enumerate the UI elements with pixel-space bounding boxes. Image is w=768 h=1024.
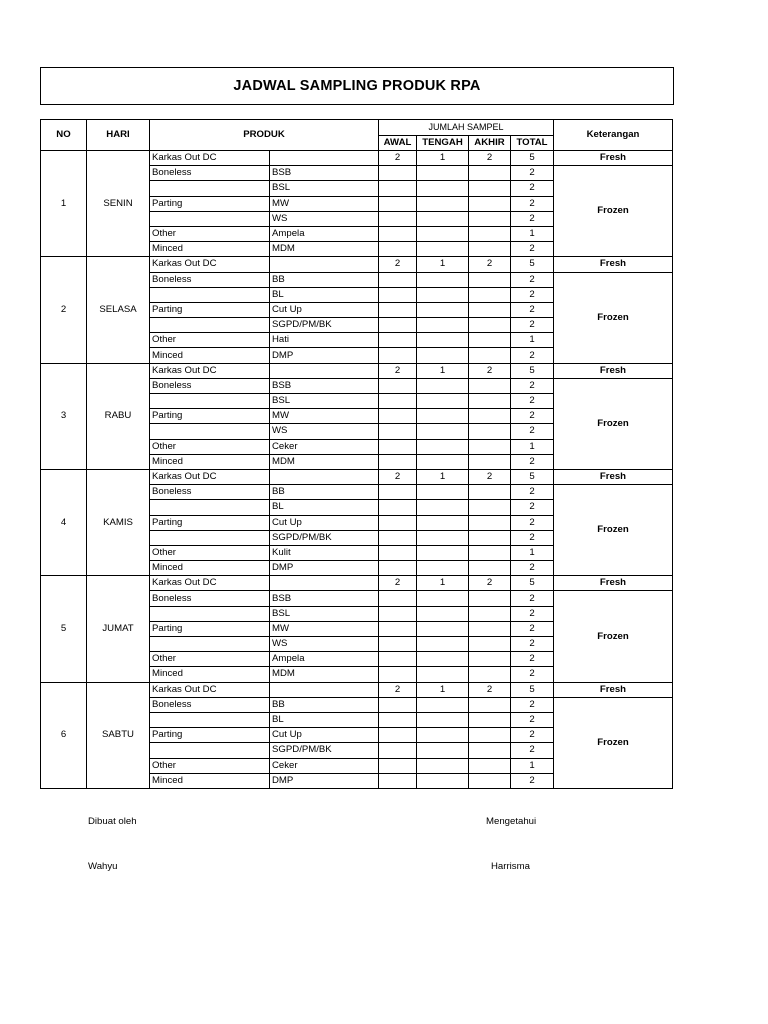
sample-total: 2 — [511, 272, 554, 287]
sample-akhir: 2 — [469, 469, 511, 484]
sample-tengah: 1 — [417, 576, 469, 591]
sample-tengah — [417, 621, 469, 636]
day-name: KAMIS — [87, 469, 150, 575]
sample-tengah — [417, 348, 469, 363]
product-category: Boneless — [150, 697, 270, 712]
product-item: SGPD/PM/BK — [270, 743, 379, 758]
sample-total: 2 — [511, 591, 554, 606]
sample-total: 2 — [511, 394, 554, 409]
sample-tengah — [417, 333, 469, 348]
sample-tengah — [417, 743, 469, 758]
product-category: Boneless — [150, 378, 270, 393]
sample-tengah — [417, 712, 469, 727]
sample-tengah — [417, 545, 469, 560]
product-item: BL — [270, 287, 379, 302]
product-category: Other — [150, 652, 270, 667]
sample-total: 2 — [511, 211, 554, 226]
product-item: SGPD/PM/BK — [270, 318, 379, 333]
sample-tengah: 1 — [417, 257, 469, 272]
header-tengah: TENGAH — [417, 135, 469, 151]
keterangan-fresh: Fresh — [554, 576, 673, 591]
sample-awal — [379, 652, 417, 667]
sample-awal — [379, 637, 417, 652]
product-category: Parting — [150, 409, 270, 424]
sample-tengah: 1 — [417, 151, 469, 166]
product-item: BB — [270, 485, 379, 500]
product-item: DMP — [270, 773, 379, 788]
product-category: Parting — [150, 621, 270, 636]
product-item: Cut Up — [270, 302, 379, 317]
product-item: BSB — [270, 378, 379, 393]
sample-total: 2 — [511, 287, 554, 302]
product-category: Minced — [150, 561, 270, 576]
sample-akhir — [469, 591, 511, 606]
sample-tengah — [417, 196, 469, 211]
sample-awal — [379, 242, 417, 257]
header-no: NO — [41, 120, 87, 151]
sample-total: 5 — [511, 576, 554, 591]
sample-total: 2 — [511, 515, 554, 530]
product-category — [150, 424, 270, 439]
sample-akhir — [469, 606, 511, 621]
sample-awal — [379, 181, 417, 196]
sample-awal: 2 — [379, 363, 417, 378]
sample-awal — [379, 561, 417, 576]
sample-akhir — [469, 485, 511, 500]
header-row-top — [41, 120, 673, 136]
document-title: JADWAL SAMPLING PRODUK RPA — [40, 67, 674, 105]
product-item: Ceker — [270, 439, 379, 454]
sample-tengah — [417, 606, 469, 621]
product-category: Karkas Out DC — [150, 363, 270, 378]
acknowledged-name: Harrisma — [491, 861, 530, 872]
sample-total: 1 — [511, 439, 554, 454]
product-item: BSL — [270, 394, 379, 409]
sample-tengah: 1 — [417, 682, 469, 697]
header-jumlah-sampel: JUMLAH SAMPEL — [379, 120, 554, 136]
product-item: MW — [270, 196, 379, 211]
sample-total: 2 — [511, 485, 554, 500]
sample-tengah — [417, 530, 469, 545]
sample-akhir — [469, 515, 511, 530]
sample-akhir — [469, 287, 511, 302]
day-number: 3 — [41, 363, 87, 469]
sampling-schedule-table — [40, 119, 673, 789]
sample-awal — [379, 743, 417, 758]
sample-akhir — [469, 166, 511, 181]
sample-total: 2 — [511, 196, 554, 211]
product-item: BSB — [270, 166, 379, 181]
sample-awal — [379, 515, 417, 530]
keterangan-frozen: Frozen — [554, 378, 673, 469]
sample-awal: 2 — [379, 469, 417, 484]
product-item: Cut Up — [270, 515, 379, 530]
day-number: 5 — [41, 576, 87, 682]
sample-total: 2 — [511, 637, 554, 652]
product-item: Ceker — [270, 758, 379, 773]
sample-awal — [379, 773, 417, 788]
made-by-name: Wahyu — [88, 861, 118, 872]
product-item — [270, 682, 379, 697]
sample-awal — [379, 333, 417, 348]
product-category: Karkas Out DC — [150, 682, 270, 697]
sample-tengah — [417, 561, 469, 576]
product-item: BB — [270, 697, 379, 712]
product-category: Minced — [150, 454, 270, 469]
sample-tengah — [417, 667, 469, 682]
sample-akhir — [469, 561, 511, 576]
sample-akhir — [469, 743, 511, 758]
product-item: DMP — [270, 561, 379, 576]
day-number: 2 — [41, 257, 87, 363]
product-item: Cut Up — [270, 728, 379, 743]
sample-total: 2 — [511, 166, 554, 181]
product-category: Parting — [150, 515, 270, 530]
sample-akhir — [469, 758, 511, 773]
product-category: Other — [150, 758, 270, 773]
table-row — [41, 576, 673, 591]
sample-total: 2 — [511, 378, 554, 393]
sample-total: 5 — [511, 363, 554, 378]
sample-akhir — [469, 530, 511, 545]
sample-akhir: 2 — [469, 363, 511, 378]
keterangan-frozen: Frozen — [554, 697, 673, 788]
sample-tengah — [417, 500, 469, 515]
sample-tengah — [417, 591, 469, 606]
product-item: BSL — [270, 181, 379, 196]
day-number: 6 — [41, 682, 87, 788]
sample-awal — [379, 226, 417, 241]
sample-awal — [379, 318, 417, 333]
sample-tengah — [417, 181, 469, 196]
product-category: Karkas Out DC — [150, 257, 270, 272]
sample-akhir — [469, 333, 511, 348]
product-item: WS — [270, 637, 379, 652]
day-name: SELASA — [87, 257, 150, 363]
sample-akhir: 2 — [469, 151, 511, 166]
sample-total: 2 — [511, 318, 554, 333]
sample-awal — [379, 302, 417, 317]
product-category: Other — [150, 226, 270, 241]
header-awal: AWAL — [379, 135, 417, 151]
product-category: Other — [150, 333, 270, 348]
sample-total: 2 — [511, 530, 554, 545]
product-category: Boneless — [150, 272, 270, 287]
product-category: Minced — [150, 348, 270, 363]
sample-akhir — [469, 409, 511, 424]
header-produk: PRODUK — [150, 120, 379, 151]
header-akhir: AKHIR — [469, 135, 511, 151]
sample-total: 2 — [511, 621, 554, 636]
product-category — [150, 637, 270, 652]
sample-total: 2 — [511, 712, 554, 727]
sample-tengah: 1 — [417, 363, 469, 378]
sample-tengah — [417, 242, 469, 257]
sample-awal — [379, 606, 417, 621]
sample-tengah — [417, 439, 469, 454]
sample-awal — [379, 394, 417, 409]
keterangan-frozen: Frozen — [554, 272, 673, 363]
sample-akhir — [469, 500, 511, 515]
product-item: MW — [270, 621, 379, 636]
product-item: BB — [270, 272, 379, 287]
sample-total: 1 — [511, 545, 554, 560]
sample-awal — [379, 409, 417, 424]
keterangan-fresh: Fresh — [554, 151, 673, 166]
keterangan-fresh: Fresh — [554, 363, 673, 378]
sample-awal — [379, 454, 417, 469]
product-item: Ampela — [270, 226, 379, 241]
sample-akhir — [469, 667, 511, 682]
sample-akhir — [469, 637, 511, 652]
sample-tengah — [417, 318, 469, 333]
sample-akhir — [469, 242, 511, 257]
product-item: SGPD/PM/BK — [270, 530, 379, 545]
product-item: BL — [270, 712, 379, 727]
sample-tengah: 1 — [417, 469, 469, 484]
sample-tengah — [417, 728, 469, 743]
product-item — [270, 469, 379, 484]
sample-awal — [379, 485, 417, 500]
sample-akhir: 2 — [469, 682, 511, 697]
table-row — [41, 363, 673, 378]
sample-akhir — [469, 697, 511, 712]
header-keterangan: Keterangan — [554, 120, 673, 151]
sample-awal — [379, 287, 417, 302]
day-name: RABU — [87, 363, 150, 469]
product-category: Parting — [150, 302, 270, 317]
day-name: SENIN — [87, 151, 150, 257]
product-category: Minced — [150, 667, 270, 682]
product-category — [150, 211, 270, 226]
sample-total: 2 — [511, 242, 554, 257]
sample-tengah — [417, 697, 469, 712]
sample-akhir: 2 — [469, 257, 511, 272]
product-category: Parting — [150, 728, 270, 743]
header-hari: HARI — [87, 120, 150, 151]
sample-tengah — [417, 485, 469, 500]
product-item: MDM — [270, 454, 379, 469]
sample-tengah — [417, 758, 469, 773]
product-item — [270, 151, 379, 166]
product-category: Other — [150, 545, 270, 560]
sample-total: 5 — [511, 257, 554, 272]
product-category: Karkas Out DC — [150, 151, 270, 166]
product-item: BL — [270, 500, 379, 515]
sample-awal — [379, 272, 417, 287]
product-item: Hati — [270, 333, 379, 348]
sample-total: 2 — [511, 424, 554, 439]
keterangan-fresh: Fresh — [554, 257, 673, 272]
sample-akhir — [469, 545, 511, 560]
sample-tengah — [417, 394, 469, 409]
product-item: BSL — [270, 606, 379, 621]
sample-akhir — [469, 773, 511, 788]
sample-awal: 2 — [379, 682, 417, 697]
product-item: DMP — [270, 348, 379, 363]
schedule-body — [41, 151, 673, 789]
sample-awal — [379, 424, 417, 439]
product-item — [270, 257, 379, 272]
sample-total: 2 — [511, 561, 554, 576]
sample-tengah — [417, 211, 469, 226]
table-row — [41, 469, 673, 484]
sample-total: 2 — [511, 773, 554, 788]
sample-total: 2 — [511, 500, 554, 515]
product-item: Ampela — [270, 652, 379, 667]
sample-akhir — [469, 712, 511, 727]
sample-akhir — [469, 211, 511, 226]
product-item: MW — [270, 409, 379, 424]
product-category — [150, 181, 270, 196]
sample-tengah — [417, 166, 469, 181]
sample-akhir — [469, 348, 511, 363]
sample-tengah — [417, 409, 469, 424]
header-total: TOTAL — [511, 135, 554, 151]
product-item — [270, 363, 379, 378]
product-item: Kulit — [270, 545, 379, 560]
sample-total: 2 — [511, 652, 554, 667]
product-category — [150, 530, 270, 545]
product-category: Minced — [150, 773, 270, 788]
sample-total: 2 — [511, 743, 554, 758]
day-name: JUMAT — [87, 576, 150, 682]
keterangan-frozen: Frozen — [554, 485, 673, 576]
sample-akhir — [469, 196, 511, 211]
acknowledged-label: Mengetahui — [486, 816, 537, 827]
sample-akhir — [469, 318, 511, 333]
sample-akhir — [469, 302, 511, 317]
sample-akhir — [469, 424, 511, 439]
sample-total: 2 — [511, 348, 554, 363]
sample-akhir — [469, 181, 511, 196]
sample-akhir — [469, 394, 511, 409]
table-row — [41, 257, 673, 272]
sample-total: 2 — [511, 181, 554, 196]
product-item: BSB — [270, 591, 379, 606]
sample-akhir — [469, 439, 511, 454]
day-number: 1 — [41, 151, 87, 257]
sample-awal: 2 — [379, 151, 417, 166]
day-number: 4 — [41, 469, 87, 575]
sample-total: 1 — [511, 333, 554, 348]
keterangan-frozen: Frozen — [554, 591, 673, 682]
sample-awal — [379, 591, 417, 606]
sample-awal: 2 — [379, 257, 417, 272]
sample-akhir — [469, 378, 511, 393]
sample-total: 5 — [511, 682, 554, 697]
sample-akhir — [469, 621, 511, 636]
sample-awal — [379, 758, 417, 773]
sample-tengah — [417, 515, 469, 530]
sample-total: 2 — [511, 302, 554, 317]
sample-total: 2 — [511, 667, 554, 682]
sample-tengah — [417, 773, 469, 788]
product-item: WS — [270, 211, 379, 226]
sample-awal — [379, 530, 417, 545]
product-category: Boneless — [150, 591, 270, 606]
product-category — [150, 394, 270, 409]
sample-akhir — [469, 652, 511, 667]
sample-awal — [379, 500, 417, 515]
sample-tengah — [417, 287, 469, 302]
keterangan-frozen: Frozen — [554, 166, 673, 257]
sample-total: 1 — [511, 226, 554, 241]
sample-tengah — [417, 424, 469, 439]
sample-tengah — [417, 378, 469, 393]
sample-total: 2 — [511, 606, 554, 621]
day-name: SABTU — [87, 682, 150, 788]
sample-awal — [379, 378, 417, 393]
product-category — [150, 606, 270, 621]
sample-awal — [379, 211, 417, 226]
made-by-label: Dibuat oleh — [88, 816, 137, 827]
product-category — [150, 500, 270, 515]
sample-tengah — [417, 637, 469, 652]
product-category: Boneless — [150, 166, 270, 181]
product-category — [150, 287, 270, 302]
sample-awal — [379, 439, 417, 454]
sample-akhir — [469, 272, 511, 287]
sample-tengah — [417, 302, 469, 317]
sample-awal — [379, 196, 417, 211]
sample-awal — [379, 667, 417, 682]
sample-total: 5 — [511, 469, 554, 484]
table-row — [41, 151, 673, 166]
sample-awal — [379, 712, 417, 727]
sample-tengah — [417, 652, 469, 667]
sample-awal — [379, 697, 417, 712]
sample-akhir: 2 — [469, 576, 511, 591]
product-item: MDM — [270, 667, 379, 682]
product-item: WS — [270, 424, 379, 439]
sample-awal: 2 — [379, 576, 417, 591]
product-item: MDM — [270, 242, 379, 257]
sample-total: 2 — [511, 728, 554, 743]
sample-awal — [379, 728, 417, 743]
product-category: Boneless — [150, 485, 270, 500]
sample-awal — [379, 166, 417, 181]
sample-akhir — [469, 226, 511, 241]
sample-awal — [379, 348, 417, 363]
sample-awal — [379, 621, 417, 636]
product-category: Karkas Out DC — [150, 576, 270, 591]
product-category — [150, 318, 270, 333]
sample-total: 2 — [511, 454, 554, 469]
sample-total: 2 — [511, 697, 554, 712]
sample-akhir — [469, 454, 511, 469]
sample-tengah — [417, 226, 469, 241]
sample-awal — [379, 545, 417, 560]
sample-total: 1 — [511, 758, 554, 773]
product-category — [150, 743, 270, 758]
sample-akhir — [469, 728, 511, 743]
sample-tengah — [417, 454, 469, 469]
product-category: Other — [150, 439, 270, 454]
sample-tengah — [417, 272, 469, 287]
product-category: Karkas Out DC — [150, 469, 270, 484]
sample-total: 2 — [511, 409, 554, 424]
product-category: Minced — [150, 242, 270, 257]
sample-total: 5 — [511, 151, 554, 166]
product-item — [270, 576, 379, 591]
product-category: Parting — [150, 196, 270, 211]
keterangan-fresh: Fresh — [554, 469, 673, 484]
table-row — [41, 682, 673, 697]
product-category — [150, 712, 270, 727]
keterangan-fresh: Fresh — [554, 682, 673, 697]
